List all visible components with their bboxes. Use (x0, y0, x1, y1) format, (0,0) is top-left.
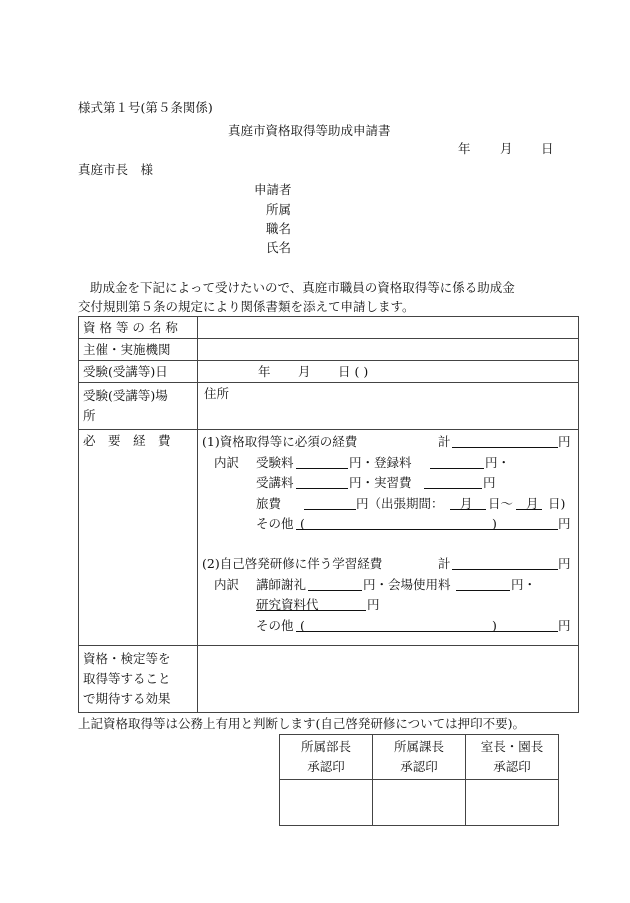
exam-date-day: 日 ( ) (338, 364, 369, 379)
lecturer-fee-input[interactable] (308, 577, 362, 591)
lecturer-fee-label: 講師謝礼 (256, 577, 307, 592)
approval-header-3-line2: 承認印 (493, 759, 531, 774)
expenses-label: 必 要 経 費 (79, 430, 198, 646)
venue-fee-input[interactable] (456, 577, 510, 591)
other1-label: その他 (256, 516, 294, 531)
section2-total-input[interactable] (452, 556, 558, 570)
approval-header-1-line1: 所属部長 (300, 739, 351, 754)
applicant-name: 氏名 (266, 240, 292, 255)
approval-stamp-table (279, 734, 559, 826)
section2-breakdown-label: 内訳 (214, 577, 240, 592)
other2-input[interactable] (296, 618, 558, 632)
business-trip-label: 円（出張期間： (356, 496, 444, 511)
trip-from-input[interactable] (450, 496, 486, 510)
expenses-field[interactable] (198, 430, 579, 646)
applicant-position: 職名 (266, 221, 292, 236)
section1-breakdown-label: 内訳 (214, 455, 240, 470)
exam-place-field[interactable] (198, 383, 579, 430)
registration-fee-label: 円・登録料 (349, 455, 412, 470)
registration-fee-input[interactable] (430, 455, 484, 469)
approval-header-2-line1: 所属課長 (393, 739, 444, 754)
practical-fee-yen: 円 (483, 475, 496, 490)
exam-fee-input[interactable] (296, 455, 348, 469)
addressee: 真庭市長 様 (78, 162, 154, 177)
other1-paren-open: ( (300, 516, 305, 531)
organizer-label: 主催・実施機関 (79, 339, 198, 361)
expected-effect-field[interactable] (198, 646, 579, 713)
effect-label-2: 取得等すること (83, 671, 171, 686)
address-label: 住所 (204, 386, 230, 401)
trip-month-from: 月 (460, 496, 473, 511)
practical-fee-label: 円・実習費 (349, 475, 412, 490)
application-table (78, 316, 579, 713)
stamp-box-dept-head[interactable] (280, 780, 373, 826)
venue-fee-yen: 円・ (511, 577, 537, 592)
section1-title: (1)資格取得等に必須の経費 (202, 434, 358, 449)
approval-header-dept-head (280, 735, 373, 780)
date-year: 年 (458, 141, 471, 156)
other2-label: その他 (256, 618, 294, 633)
other1-paren-close: ) (492, 516, 497, 531)
exam-place-label-2: 所 (83, 408, 96, 423)
section2-total-label: 計 (438, 556, 451, 571)
exam-date-month: 月 (298, 364, 311, 379)
form-number: 様式第１号(第５条関係) (78, 100, 213, 115)
course-fee-input[interactable] (296, 475, 348, 489)
other1-yen: 円 (558, 516, 571, 531)
venue-fee-label: 円・会場使用料 (363, 577, 451, 592)
exam-date-label: 受験(受講等)日 (79, 361, 198, 383)
date-month: 月 (500, 141, 513, 156)
date-day: 日 (541, 141, 554, 156)
qualification-name-label: 資 格 等 の 名 称 (79, 317, 198, 339)
section1-total-input[interactable] (452, 434, 558, 448)
exam-place-label-1: 受験(受講等)場 (83, 388, 168, 403)
approval-header-office-head (466, 735, 559, 780)
intro-line-1: 助成金を下記によって受けたいので、真庭市職員の資格取得等に係る助成金 (90, 280, 515, 295)
travel-label: 旅費 (256, 496, 282, 511)
section1-total-label: 計 (438, 434, 451, 449)
exam-place-label (79, 383, 198, 430)
approval-header-3-line1: 室長・園長 (480, 739, 544, 754)
trip-to-input[interactable] (516, 496, 542, 510)
applicant-affiliation: 所属 (266, 202, 292, 217)
other2-yen: 円 (558, 618, 571, 633)
practical-fee-input[interactable] (424, 475, 482, 489)
exam-date-field[interactable] (198, 361, 579, 383)
approval-note: 上記資格取得等は公務上有用と判断します(自己啓発研修については押印不要)。 (78, 716, 526, 731)
section2-total-yen: 円 (558, 556, 571, 571)
expected-effect-label (79, 646, 198, 713)
other2-paren-open: ( (300, 618, 305, 633)
page-title: 真庭市資格取得等助成申請書 (228, 123, 391, 138)
approval-header-2-line2: 承認印 (400, 759, 438, 774)
stamp-box-office-head[interactable] (466, 780, 559, 826)
trip-day-to: 日) (548, 496, 566, 511)
stamp-box-section-chief[interactable] (373, 780, 466, 826)
effect-label-1: 資格・検定等を (83, 651, 171, 666)
research-materials-label: 研究資料代 (256, 597, 319, 612)
approval-header-section-chief (373, 735, 466, 780)
research-materials-yen: 円 (367, 597, 380, 612)
trip-month-to: 月 (526, 496, 539, 511)
exam-date-year: 年 (258, 364, 271, 379)
intro-line-2: 交付規則第５条の規定により関係書類を添えて申請します。 (78, 299, 415, 314)
travel-input[interactable] (304, 496, 356, 510)
trip-day-from: 日～ (488, 496, 514, 511)
section2-title: (2)自己啓発研修に伴う学習経費 (202, 556, 383, 571)
course-fee-label: 受講料 (256, 475, 294, 490)
approval-header-1-line2: 承認印 (307, 759, 345, 774)
registration-fee-yen: 円・ (485, 455, 511, 470)
effect-label-3: で期待する効果 (83, 691, 171, 706)
research-materials-input[interactable] (312, 597, 366, 611)
applicant-heading: 申請者 (254, 182, 292, 197)
section1-total-yen: 円 (558, 434, 571, 449)
qualification-name-field[interactable] (198, 317, 579, 339)
organizer-field[interactable] (198, 339, 579, 361)
exam-fee-label: 受験料 (256, 455, 294, 470)
other1-input[interactable] (296, 516, 558, 530)
other2-paren-close: ) (492, 618, 497, 633)
